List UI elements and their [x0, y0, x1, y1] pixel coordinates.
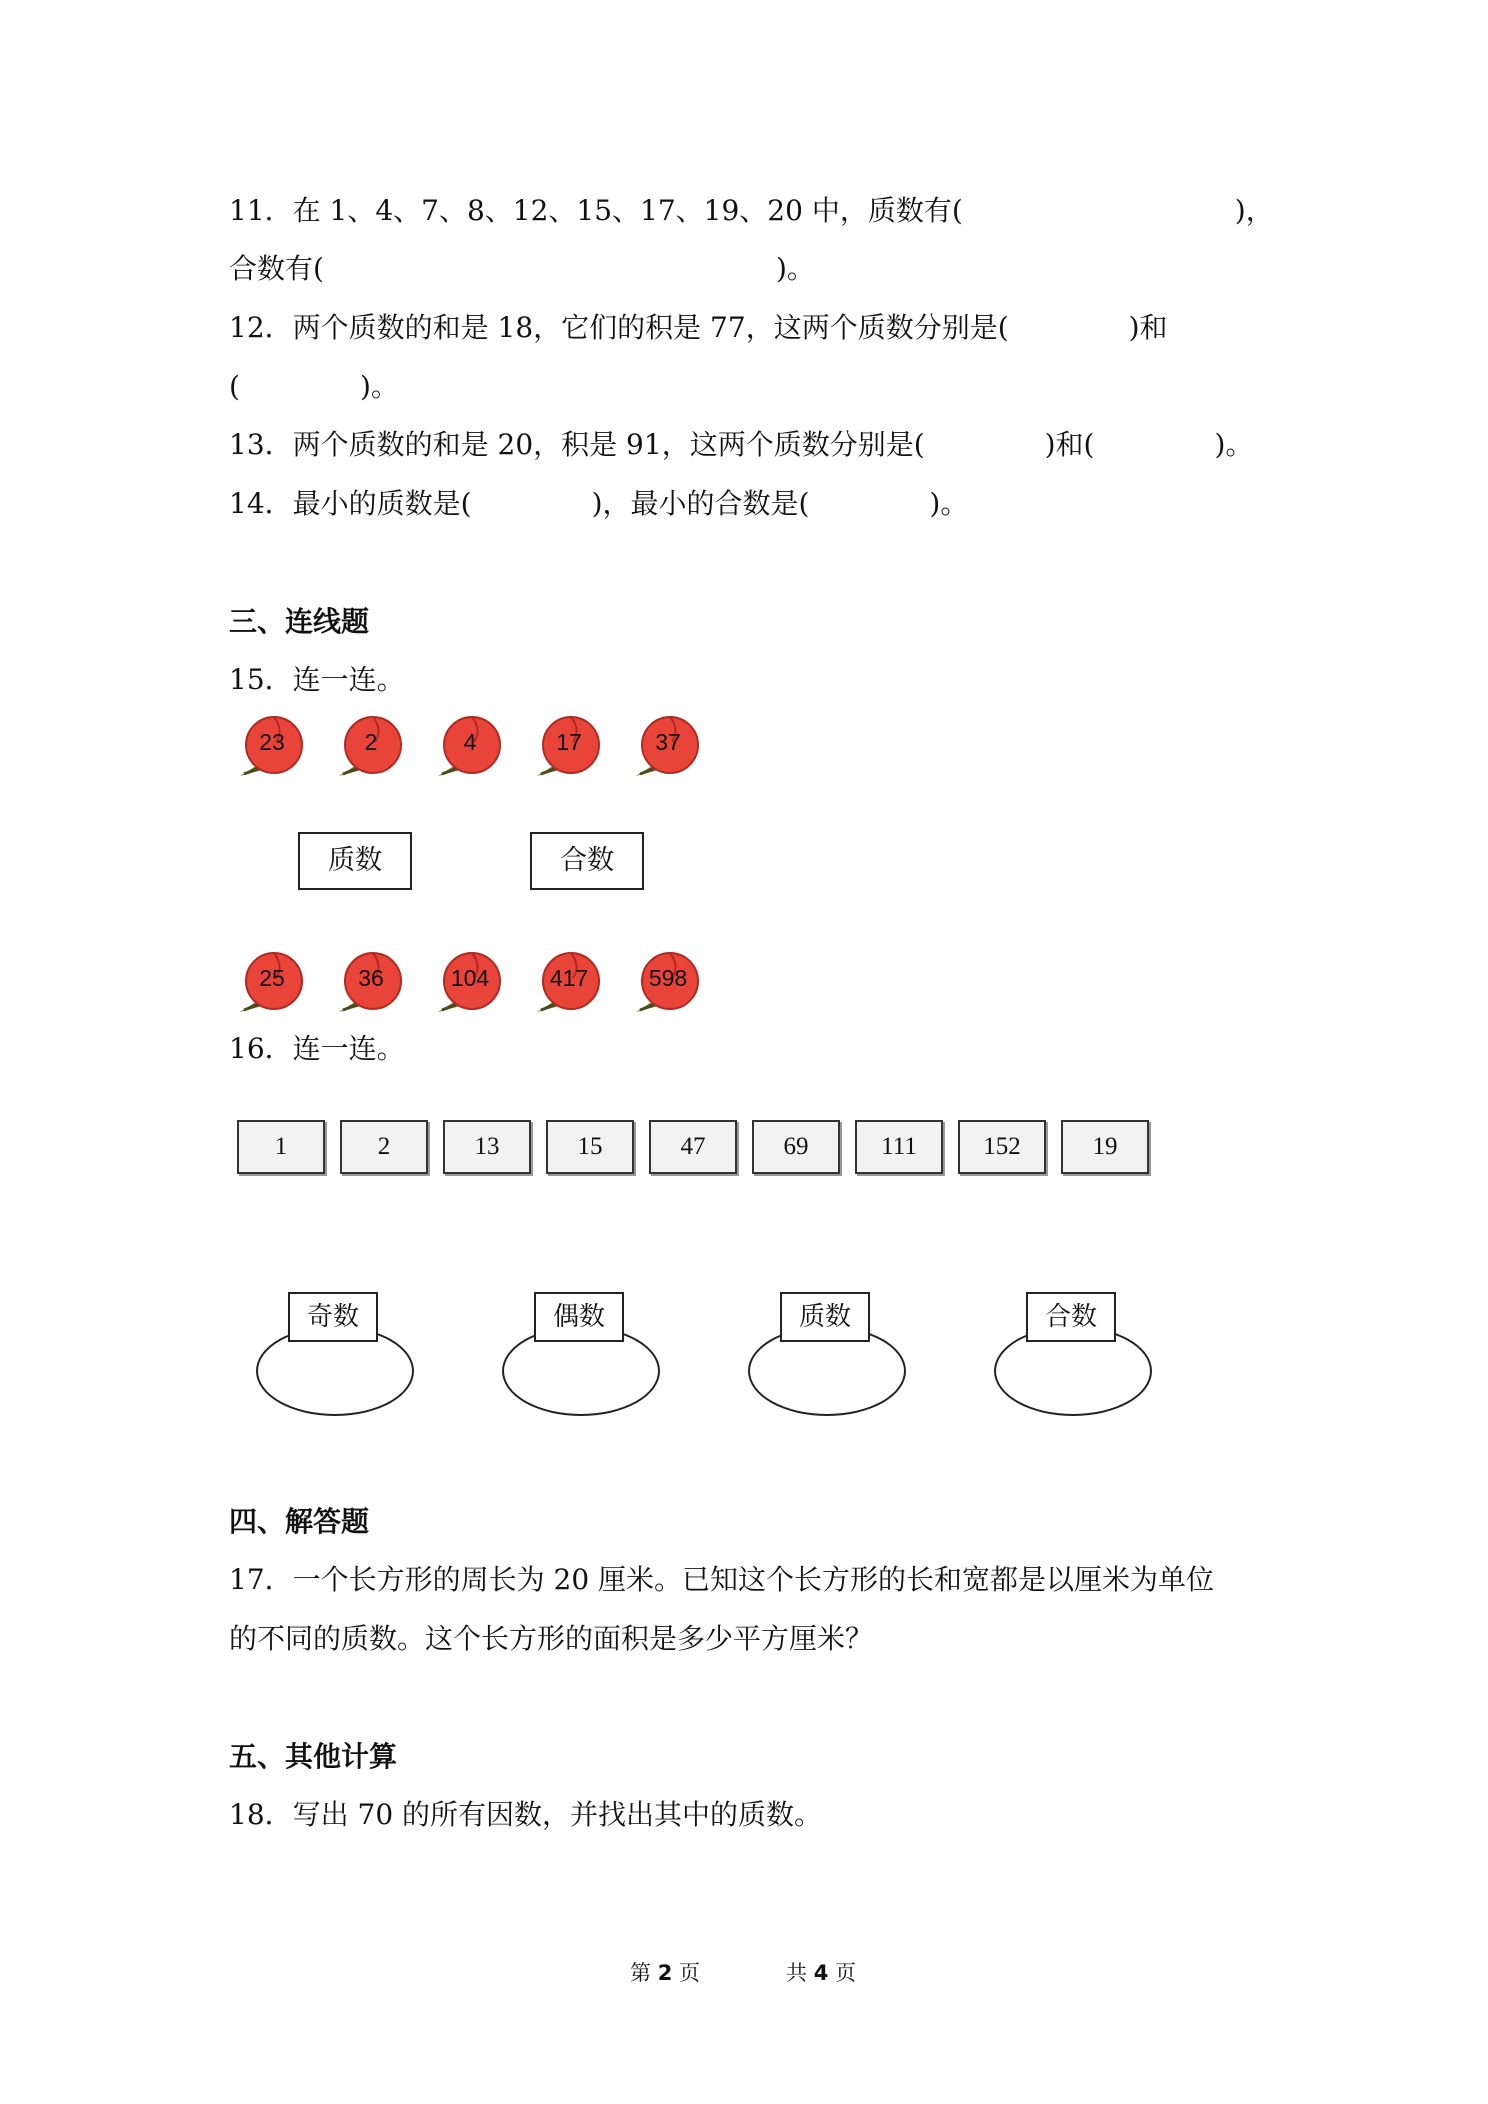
- page-number: 第 2 页: [630, 1961, 700, 1985]
- group-prime[interactable]: [742, 1292, 912, 1418]
- peach[interactable]: 37: [628, 710, 704, 784]
- group-even[interactable]: [496, 1292, 666, 1418]
- question-12-line-2: ( )。: [229, 370, 399, 403]
- number-box[interactable]: 47: [649, 1120, 737, 1174]
- peach[interactable]: 417: [529, 946, 605, 1020]
- question-11-line-1: 11．在 1、4、7、8、12、15、17、19、20 中，质数有( )，: [229, 194, 1274, 227]
- number-box[interactable]: 2: [340, 1120, 428, 1174]
- peach[interactable]: 25: [232, 946, 308, 1020]
- group-label: 奇数: [288, 1292, 378, 1342]
- number-box[interactable]: 19: [1061, 1120, 1149, 1174]
- number-box[interactable]: 13: [443, 1120, 531, 1174]
- number-box[interactable]: 69: [752, 1120, 840, 1174]
- peach-row-top: [232, 710, 712, 784]
- peach[interactable]: 104: [430, 946, 506, 1020]
- label-prime[interactable]: 质数: [298, 832, 412, 890]
- group-label: 质数: [780, 1292, 870, 1342]
- group-label: 合数: [1026, 1292, 1116, 1342]
- question-15-text: 15．连一连。: [229, 663, 405, 696]
- peach-row-bottom: [232, 946, 712, 1020]
- peach[interactable]: 598: [628, 946, 704, 1020]
- number-box[interactable]: 152: [958, 1120, 1046, 1174]
- question-16-text: 16．连一连。: [229, 1032, 405, 1065]
- peach[interactable]: 4: [430, 710, 506, 784]
- group-label: 偶数: [534, 1292, 624, 1342]
- question-14: 14．最小的质数是( )，最小的合数是( )。: [229, 487, 969, 520]
- peach[interactable]: 36: [331, 946, 407, 1020]
- question-17-line-2: 的不同的质数。这个长方形的面积是多少平方厘米？: [229, 1622, 874, 1655]
- question-12-line-1: 12．两个质数的和是 18，它们的积是 77，这两个质数分别是( )和: [229, 311, 1168, 344]
- section-5-title: 五、其他计算: [229, 1740, 398, 1773]
- question-13: 13．两个质数的和是 20，积是 91，这两个质数分别是( )和( )。: [229, 428, 1254, 461]
- peach[interactable]: 23: [232, 710, 308, 784]
- page-total: 共 4 页: [786, 1961, 856, 1985]
- question-18: 18．写出 70 的所有因数，并找出其中的质数。: [229, 1798, 823, 1831]
- label-composite[interactable]: 合数: [530, 832, 644, 890]
- section-4-title: 四、解答题: [229, 1505, 370, 1538]
- section-3-title: 三、连线题: [229, 605, 370, 638]
- question-11-line-2: 合数有( )。: [229, 252, 815, 285]
- number-box[interactable]: 15: [546, 1120, 634, 1174]
- peach[interactable]: 2: [331, 710, 407, 784]
- number-box[interactable]: 1: [237, 1120, 325, 1174]
- question-17-line-1: 17．一个长方形的周长为 20 厘米。已知这个长方形的长和宽都是以厘米为单位: [229, 1563, 1215, 1596]
- number-box[interactable]: 111: [855, 1120, 943, 1174]
- peach[interactable]: 17: [529, 710, 605, 784]
- group-odd[interactable]: [250, 1292, 420, 1418]
- group-composite[interactable]: [988, 1292, 1158, 1418]
